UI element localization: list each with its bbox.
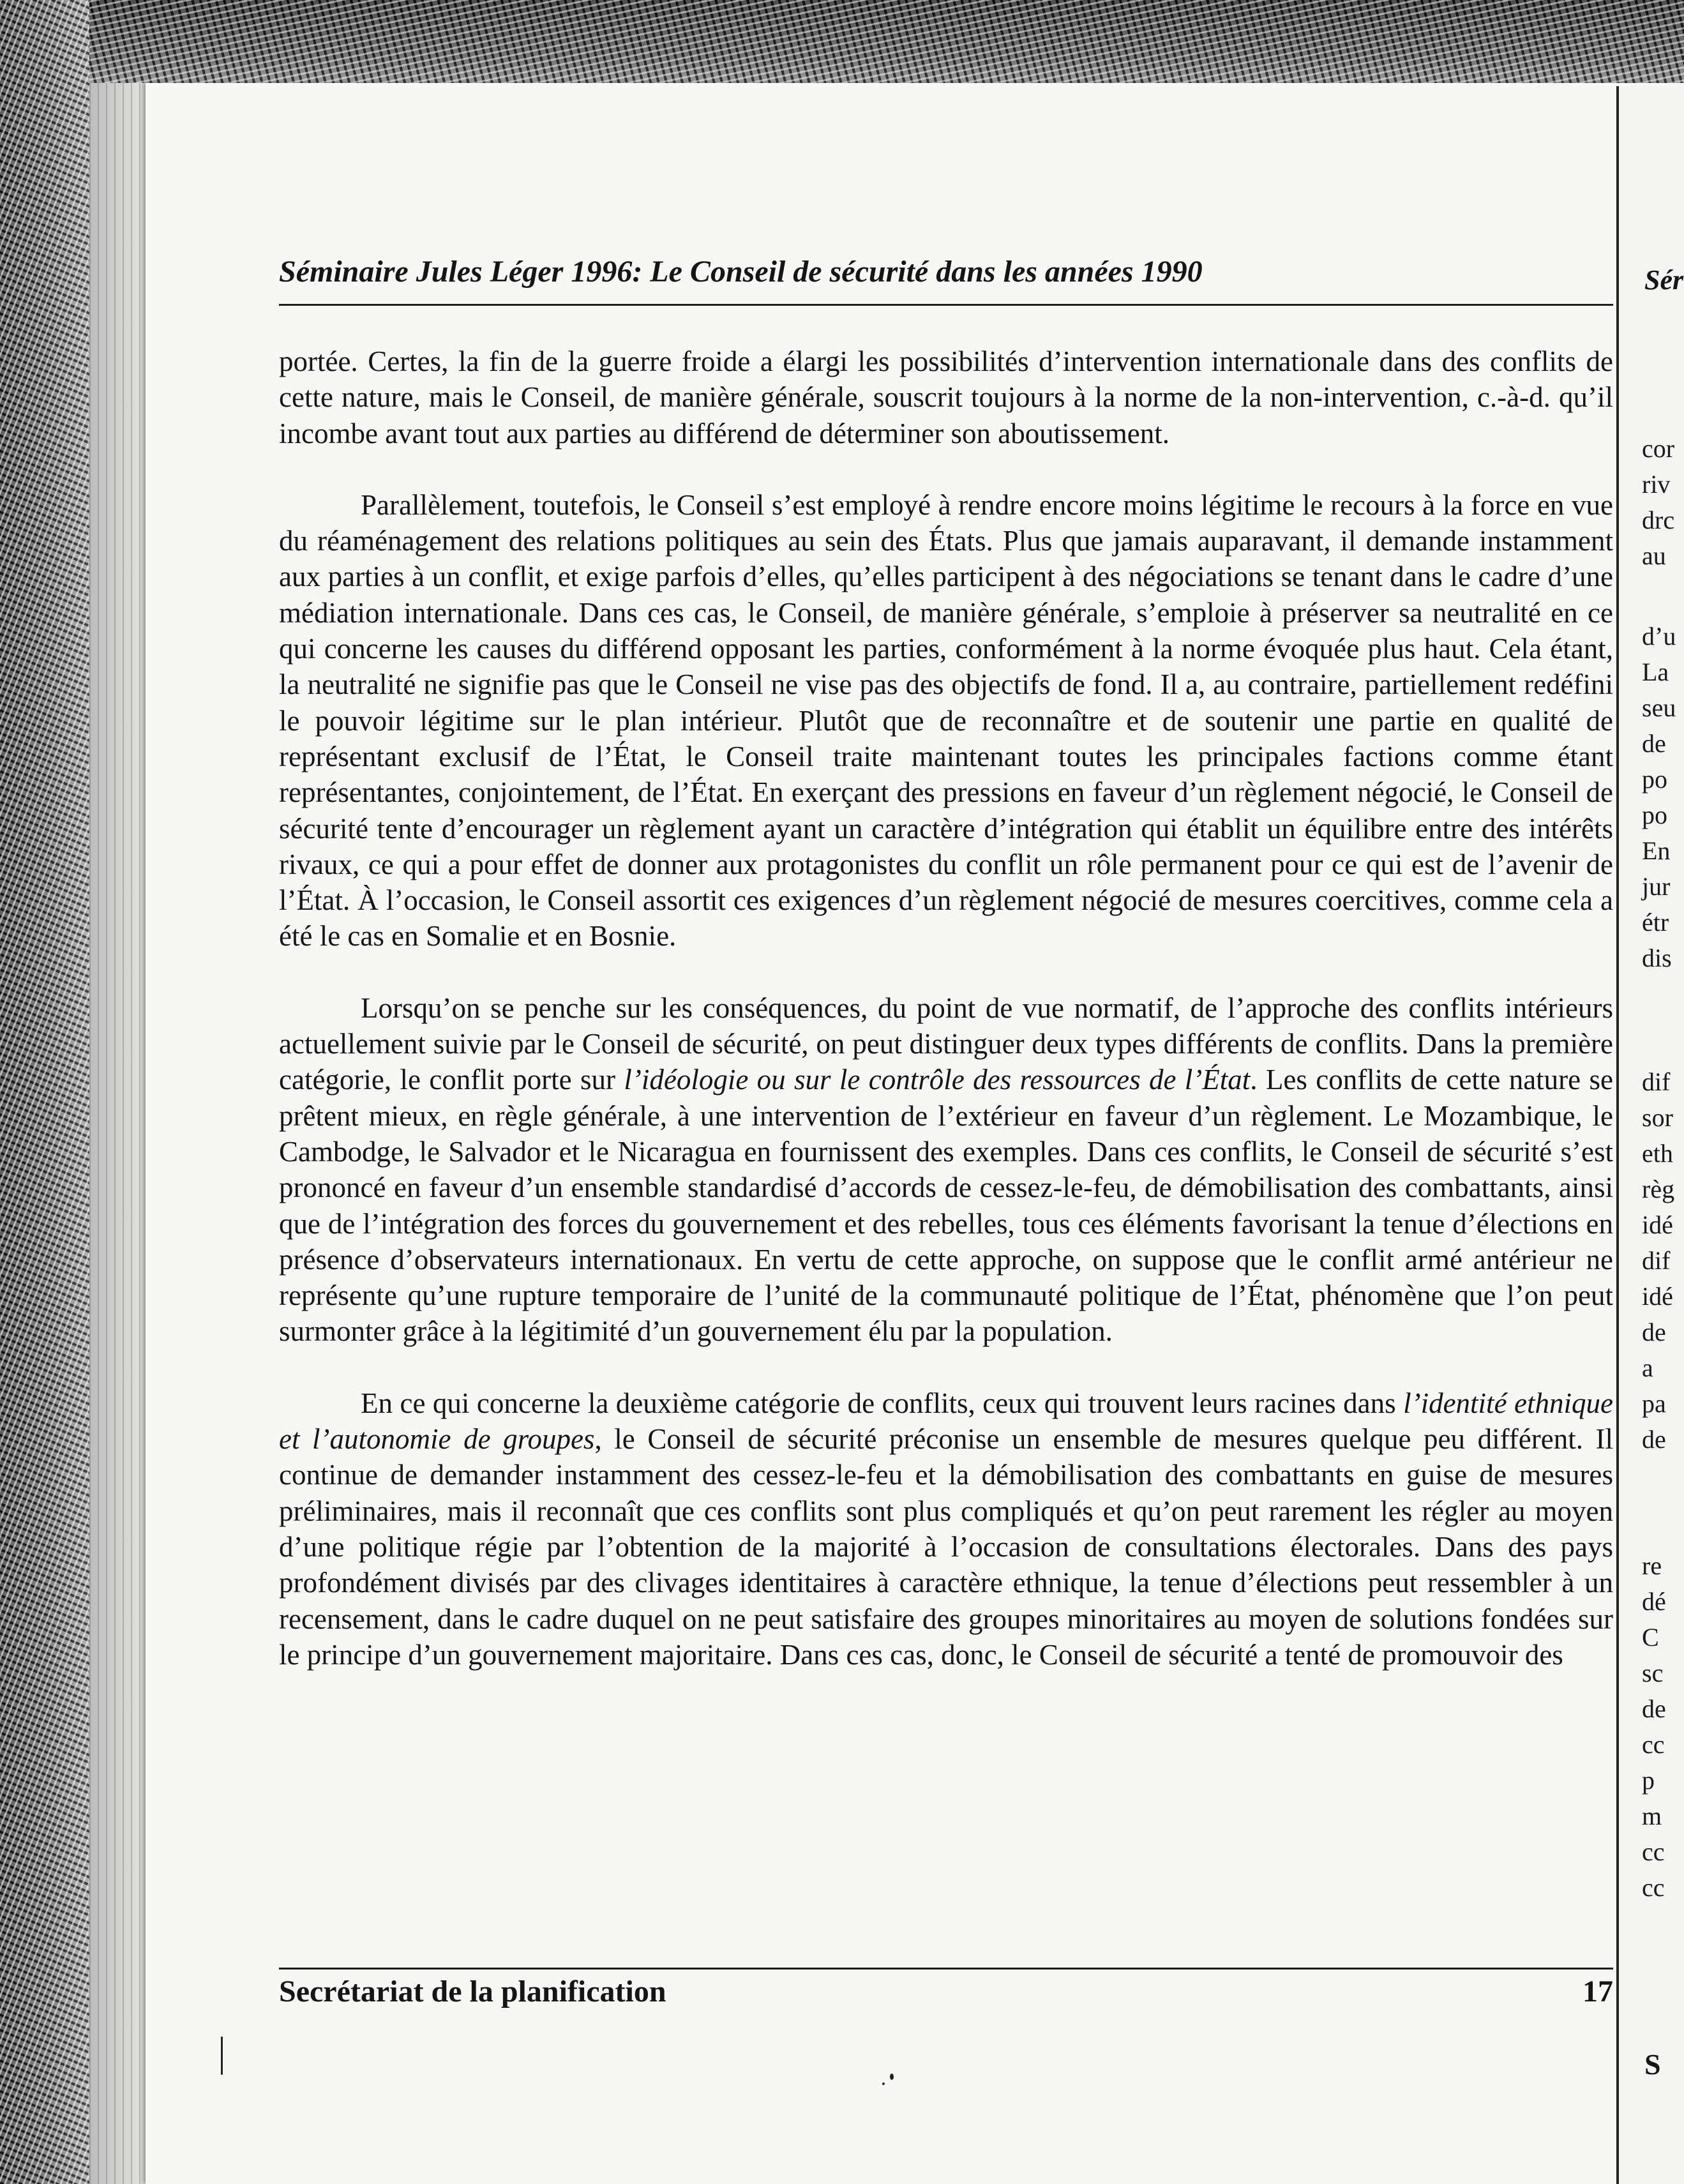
footer-rule	[279, 1968, 1613, 1969]
adjacent-page-line-fragment: pa	[1642, 1389, 1666, 1418]
emphasis-text: l’identité ethnique et l’autonomie de groupes	[279, 1387, 1613, 1456]
adjacent-page-line-fragment: de	[1642, 1425, 1666, 1454]
emphasis-text: l’idéologie ou sur le contrôle des ressources de l’État	[624, 1064, 1251, 1096]
adjacent-page-line-fragment: a	[1642, 1353, 1653, 1382]
footer-publisher: Secrétariat de la planification	[279, 1975, 666, 2008]
adjacent-page-line-fragment: étr	[1642, 908, 1669, 937]
adjacent-page-edge	[1616, 86, 1684, 2184]
page-binding	[89, 83, 147, 2184]
adjacent-page-line-fragment: drc	[1642, 506, 1675, 534]
adjacent-page-footer-fragment: S	[1644, 2048, 1661, 2081]
scanner-left-edge	[0, 0, 89, 2184]
paragraph-text: , le Conseil de sécurité préconise un ensemble de mesures quelque peu différent. Il continue de demander instamment des cessez-le-feu et la démobilisation des combattants en guise de mesures préliminaires, mais il reconnaît que ces conflits sont plus compliqués et qu’on peut rarement les régler au moyen d’une politique régie par l’obtention de la majorité à l’occasion de consultations électorales. Dans des pays profondément divisés par des clivages identitaires à caractère ethnique, la tenue d’élections peut ressembler à un recensement, dans le cadre duquel on ne peut satisfaire des groupes minoritaires au moyen de solutions fondées sur le principe d’un gouvernement majoritaire. Dans ces cas, donc, le Conseil de sécurité a tenté de promouvoir des	[279, 1423, 1613, 1671]
paragraph-text: Lorsqu’on se penche sur les conséquences, du point de vue normatif, de l’approche des conflits intérieurs actuellement suivie par le Conseil de sécurité, on peut distinguer deux types différents de conflits. Dans la première catégorie, le conflit porte sur	[279, 991, 1613, 1096]
adjacent-page-line-fragment: re	[1642, 1551, 1662, 1580]
adjacent-page-line-fragment: riv	[1642, 470, 1671, 499]
adjacent-page-line-fragment: eth	[1642, 1139, 1673, 1168]
adjacent-page-line-fragment: dif	[1642, 1246, 1671, 1275]
adjacent-page-line-fragment: sc	[1642, 1659, 1664, 1687]
page-number: 17	[1583, 1975, 1613, 2008]
adjacent-page-line-fragment: au	[1642, 541, 1666, 570]
paragraph-text: portée. Certes, la fin de la guerre froide a élargi les possibilités d’intervention internationale dans des conflits de cette nature, mais le Conseil, de manière générale, souscrit toujours à la norme de la non-intervention, c.-à-d. qu’il incombe avant tout aux parties au différend de déterminer son aboutissement.	[279, 345, 1613, 449]
adjacent-page-line-fragment: d’u	[1642, 622, 1676, 651]
scan-speck	[882, 2082, 885, 2085]
paragraph-text: Parallèlement, toutefois, le Conseil s’est employé à rendre encore moins légitime le recours à la force en vue du réaménagement des relations politiques au sein des États. Plus que jamais auparavant, il demande instamment aux parties à un conflit, et exige parfois d’elles, qu’elles participent à des négociations se tenant dans le cadre d’une médiation internationale. Dans ces cas, le Conseil, de manière générale, s’emploie à préserver sa neutralité en ce qui concerne les causes du différend opposant les parties, conformément à la norme évoquée plus haut. Cela étant, la neutralité ne signifie pas que le Conseil ne vise pas des objectifs de fond. Il a, au contraire, partiellement redéfini le pouvoir légitime sur le plan intérieur. Plutôt que de reconnaître et de soutenir une partie en qualité de représentant exclusif de l’État, le Conseil traite maintenant toutes les principales factions comme étant représentantes, conjointement, de l’État. En exerçant des pressions en faveur d’un règlement négocié, le Conseil de sécurité tente d’encourager un règlement ayant un caractère d’intégration qui établit un équilibre entre des intérêts rivaux, ce qui a pour effet de donner aux protagonistes du conflit un rôle permanent pour ce qui est de l’avenir de l’État. À l’occasion, le Conseil assortit ces exigences d’un règlement négocié de mesures coercitives, comme cela a été le cas en Somalie et en Bosnie.	[279, 488, 1613, 953]
scan-speck	[221, 2037, 223, 2075]
scan-speck	[890, 2074, 894, 2080]
adjacent-page-line-fragment: po	[1642, 765, 1667, 794]
adjacent-page-line-fragment: po	[1642, 801, 1667, 829]
adjacent-page-line-fragment: cc	[1642, 1730, 1665, 1759]
adjacent-page-line-fragment: idé	[1642, 1210, 1673, 1239]
body-text	[279, 343, 1613, 1673]
adjacent-page-header-fragment: Sér	[1644, 264, 1684, 296]
paragraph	[279, 343, 1613, 451]
adjacent-page-line-fragment: cc	[1642, 1873, 1665, 1902]
adjacent-page-line-fragment: jur	[1642, 872, 1671, 901]
adjacent-page-line-fragment: C	[1642, 1623, 1659, 1652]
adjacent-page-line-fragment: de	[1642, 1318, 1666, 1346]
adjacent-page-line-fragment: dif	[1642, 1067, 1671, 1096]
adjacent-page-line-fragment: cc	[1642, 1837, 1665, 1866]
adjacent-page-line-fragment: règ	[1642, 1175, 1675, 1203]
adjacent-page-line-fragment: de	[1642, 729, 1666, 758]
adjacent-page-line-fragment: p	[1642, 1766, 1655, 1795]
paragraph	[279, 990, 1613, 1350]
adjacent-page-line-fragment: dis	[1642, 944, 1672, 972]
adjacent-page-line-fragment: En	[1642, 836, 1671, 865]
adjacent-page-line-fragment: cor	[1642, 434, 1675, 463]
adjacent-page-line-fragment: seu	[1642, 693, 1676, 722]
paragraph-text: . Les conflits de cette nature se prêtent mieux, en règle générale, à une intervention de l’extérieur en faveur d’un règlement. Le Mozambique, le Cambodge, le Salvador et le Nicaragua en fournissent des exemples. Dans ces conflits, le Conseil de sécurité s’est prononcé en faveur d’un ensemble standardisé d’accords de cessez-le-feu, de démobilisation des combattants, ainsi que de l’intégration des forces du gouvernement et des rebelles, tous ces éléments favorisant la tenue d’élections en présence d’observateurs internationaux. En vertu de cette approche, on suppose que le conflit armé antérieur ne représente qu’une rupture temporaire de l’unité de la communauté politique de l’État, phénomène que l’on peut surmonter grâce à la légitimité d’un gouvernement élu par la population.	[279, 1064, 1613, 1348]
scanner-top-edge	[0, 0, 1684, 86]
paragraph	[279, 1385, 1613, 1673]
adjacent-page-line-fragment: idé	[1642, 1282, 1673, 1311]
header-rule	[279, 304, 1613, 306]
adjacent-page-line-fragment: dé	[1642, 1587, 1666, 1616]
paragraph	[279, 487, 1613, 954]
adjacent-page-line-fragment: sor	[1642, 1103, 1673, 1132]
adjacent-page-line-fragment: m	[1642, 1802, 1662, 1830]
running-header: Séminaire Jules Léger 1996: Le Conseil de sécurité dans les années 1990	[279, 255, 1203, 289]
paragraph-text: En ce qui concerne la deuxième catégorie de conflits, ceux qui trouvent leurs racines dans	[361, 1387, 1404, 1419]
adjacent-page-line-fragment: de	[1642, 1694, 1666, 1723]
adjacent-page-line-fragment: La	[1642, 658, 1669, 686]
